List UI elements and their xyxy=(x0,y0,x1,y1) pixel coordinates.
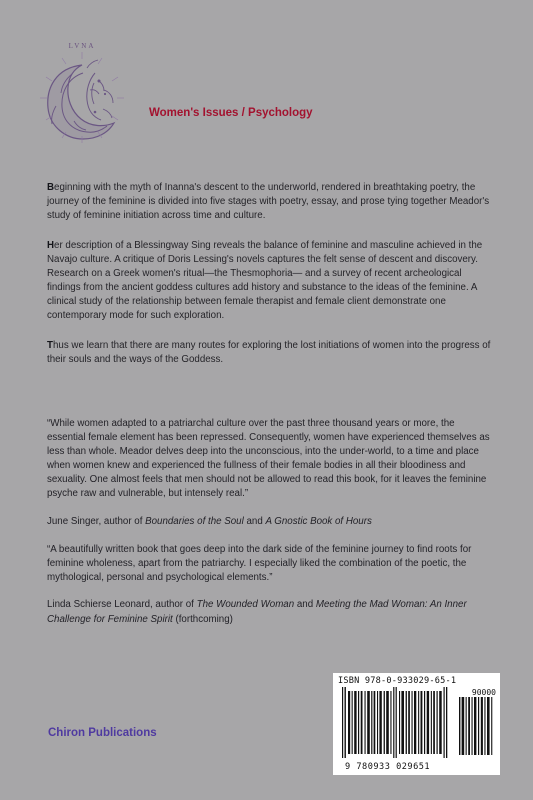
endorsement-quote: “A beautifully written book that goes deep into the dark side of the feminine journey to find roots for feminine wholeness, apart from the patriarchy. I especially liked the combination of the poetic, the mythological, personal and psychological elements.” xyxy=(47,544,472,583)
book-title: Meeting the Mad Woman: An Inner Challenge for Feminine Spirit xyxy=(47,599,467,625)
description-paragraph-1 xyxy=(47,181,494,223)
barcode-icon xyxy=(333,673,500,775)
book-title: A Gnostic Book of Hours xyxy=(265,516,372,527)
endorsements xyxy=(47,417,490,627)
description-paragraph-2 xyxy=(47,239,494,323)
paragraph-text: eginning with the myth of Inanna's descent to the underworld, rendered in breathtaking poetry, the journey of the feminine is divided into five stages with poetry, essay, and prose tying together Meador's study of feminine initiation across time and culture. xyxy=(47,182,490,221)
attribution-joiner: and xyxy=(294,599,316,610)
book-title: The Wounded Woman xyxy=(196,599,295,610)
attribution-suffix: (forthcoming) xyxy=(172,614,233,625)
book-description xyxy=(47,181,494,383)
publisher-name: Chiron Publications xyxy=(48,727,157,739)
attribution-prefix: June Singer, author of xyxy=(47,516,146,527)
moon-goddess-icon xyxy=(38,50,126,145)
description-paragraph-3 xyxy=(47,339,494,367)
endorsement-quote: “While women adapted to a patriarchal culture over the past three thousand years or more, the essential female element has been repressed. Consequently, women have experienced themselves as less than whole. Meador delves deep into the unconscious, into the under-world, to a time and place when women knew and experienced the fullness of their female bodies in all their bloodiness and sexuality. One almost feels that men should not be allowed to read this book, for it leaves the feminine psyche raw and vulnerable, but intensely real.” xyxy=(47,418,490,499)
book-title: Boundaries of the Soul xyxy=(145,516,244,527)
paragraph-text: er description of a Blessingway Sing reveals the balance of feminine and masculine achieved in the Navajo culture. A critique of Doris Lessing's novels captures the felt sense of descent and discovery. Research on a Greek women's ritual—the Thesmophoria— and a survey of recent archeological findings from the ancient goddess cultures add history and substance to the ideas of the feminine. A clinical study of the relationship between female therapist and female client demonstrate one contemporary mode for such exploration. xyxy=(47,240,483,321)
barcode-number: 9 780933 029651 xyxy=(345,762,431,772)
isbn-text: ISBN 978-0-933029-65-1 xyxy=(338,676,457,686)
paragraph-text: hus we learn that there are many routes for exploring the lost initiations of women into the progress of their souls and the ways of the Goddess. xyxy=(47,340,491,365)
category-label: Women's Issues / Psychology xyxy=(149,107,313,119)
logo-word: LVNA xyxy=(68,42,96,50)
endorsement-attribution xyxy=(47,515,490,529)
attribution-prefix: Linda Schierse Leonard, author of xyxy=(47,599,197,610)
barcode xyxy=(333,673,500,775)
drop-cap: H xyxy=(47,240,55,251)
drop-cap: B xyxy=(47,182,55,193)
endorsement-attribution xyxy=(47,597,490,627)
price-addon: 90000 xyxy=(471,688,496,697)
drop-cap: T xyxy=(47,340,53,351)
publisher-logo xyxy=(38,42,126,147)
attribution-joiner: and xyxy=(243,516,266,527)
